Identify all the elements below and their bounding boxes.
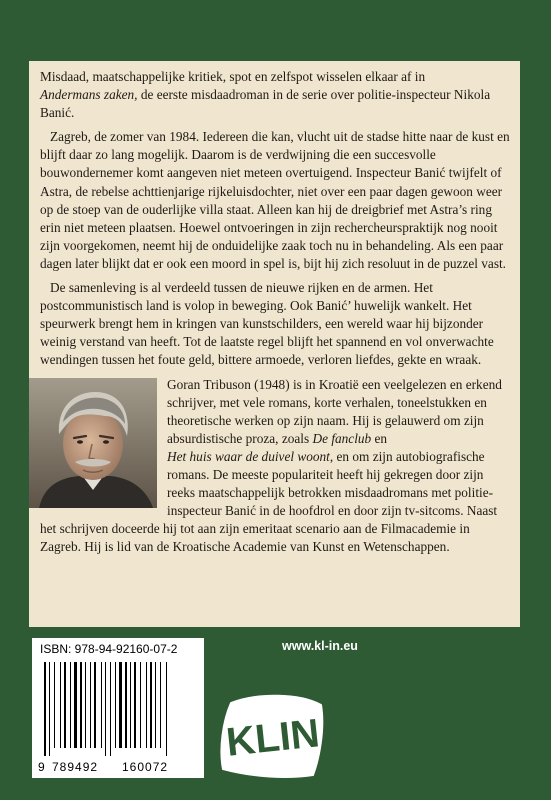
barcode-bar (80, 662, 82, 748)
publisher-website: www.kl-in.eu (282, 639, 358, 653)
blurb-text: de eerste misdaadroman in de serie over politie-inspecteur Nikola Banić. (40, 87, 491, 121)
isbn-label: ISBN: 978-94-92160-07-2 (40, 642, 178, 656)
bio-text: , en om zijn autobiografische romans. De meeste populariteit heeft hij gekregen door zijn reeks maatschappelijk betrokken misdaadromans met politie-inspecteur Banić in de hoofdrol en door zijn tv-sitcoms. Naast het schrijven doceerde hij tot aan zijn emeritaat scenario aan de Filmacademie in Zagreb. Hij is lid van de Kroatische Academie van Kunst en Wetenschappen. (40, 448, 498, 555)
barcode-bar (90, 662, 91, 748)
book-title: Andermans zaken, (40, 87, 138, 103)
barcode-bar (70, 662, 71, 748)
barcode-bar (60, 662, 61, 748)
back-cover-text-panel (29, 61, 520, 627)
barcode-bar (140, 662, 141, 748)
barcode-digits-right: 160072 (122, 760, 169, 774)
barcode-bars (38, 662, 198, 766)
barcode-bar (54, 662, 55, 748)
bio-text: Goran Tribuson (1948) is in Kroatië een veelgelezen en erkend schrijver, met vele romans, korte verhalen, toneelstukken en theoretische werken op zijn naam. Hij is gelauwerd om zijn absurdistische proza, zoals (167, 376, 502, 446)
barcode-digit-first: 9 (38, 760, 46, 774)
barcode-bar (44, 662, 46, 756)
author-photo (29, 378, 157, 508)
barcode-bar (150, 662, 152, 748)
book-title: De fanclub (312, 430, 372, 446)
barcode-bar (146, 662, 147, 748)
barcode-bar (85, 662, 86, 748)
blurb-paragraph-1 (40, 68, 511, 122)
barcode-bar (119, 662, 122, 748)
barcode-bar (105, 662, 106, 756)
blurb-paragraph-3: De samenleving is al verdeeld tussen de nieuwe rijken en de armen. Het postcommunistisch land is volop in beweging. Ook Banić’ huwelijk wankelt. Het speurwerk brengt hem in kringen van kunstschilders, een wereld waar hij bijzonder weinig verstand van heeft. Tot de laatste regel blijft het spannend en vol onverwachte wendingen tussen het foute geld, bittere armoede, verloren liefdes, gekte en wraak. (40, 280, 494, 368)
barcode-bar (134, 662, 136, 748)
barcode-bar (101, 662, 102, 748)
barcode-bar (49, 662, 50, 756)
book-title: Het huis waar de duivel woont (167, 448, 330, 464)
barcode-bar (94, 662, 96, 748)
barcode (32, 638, 204, 778)
barcode-bar (74, 662, 77, 748)
barcode-bar (115, 662, 116, 748)
barcode-bar (110, 662, 111, 756)
barcode-digits-left: 789492 (52, 760, 99, 774)
barcode-bar (64, 662, 66, 748)
barcode-bar (130, 662, 131, 748)
barcode-bar (125, 662, 127, 748)
publisher-logo (217, 689, 329, 784)
barcode-bar (155, 662, 156, 748)
svg-text:KLIN: KLIN (224, 711, 322, 765)
barcode-bar (160, 662, 161, 748)
bio-text: en (374, 430, 388, 446)
blurb-paragraph-2: Zagreb, de zomer van 1984. Iedereen die kan, vlucht uit de stadse hitte naar de kust en blijft daar zo lang mogelijk. Daarom is de verdwijning die een succesvolle bouwondernemer komt aangeven niet meteen overtuigend. Inspecteur Banić twijfelt of Astra, de rebelse achttienjarige rijkeluisdochter, niet over een paar dagen gewoon weer op de stoep van de ouderlijke villa staat. Alleen kan hij de dreigbrief met Astra’s ring erin niet meteen plaatsen. Hoewel ontvoeringen in zijn rechercheurspraktijk nog nooit zijn voorgekomen, neemt hij de onduidelijke zaak toch nu in behandeling. Als een paar dagen later blijkt dat er ook een moord in spel is, bijt hij zich resoluut in de puzzel vast. (40, 129, 510, 271)
author-bio (40, 376, 511, 557)
barcode-bar (166, 662, 167, 756)
blurb-text: Misdaad, maatschappelijke kritiek, spot en zelfspot wisselen elkaar af in (40, 69, 426, 84)
